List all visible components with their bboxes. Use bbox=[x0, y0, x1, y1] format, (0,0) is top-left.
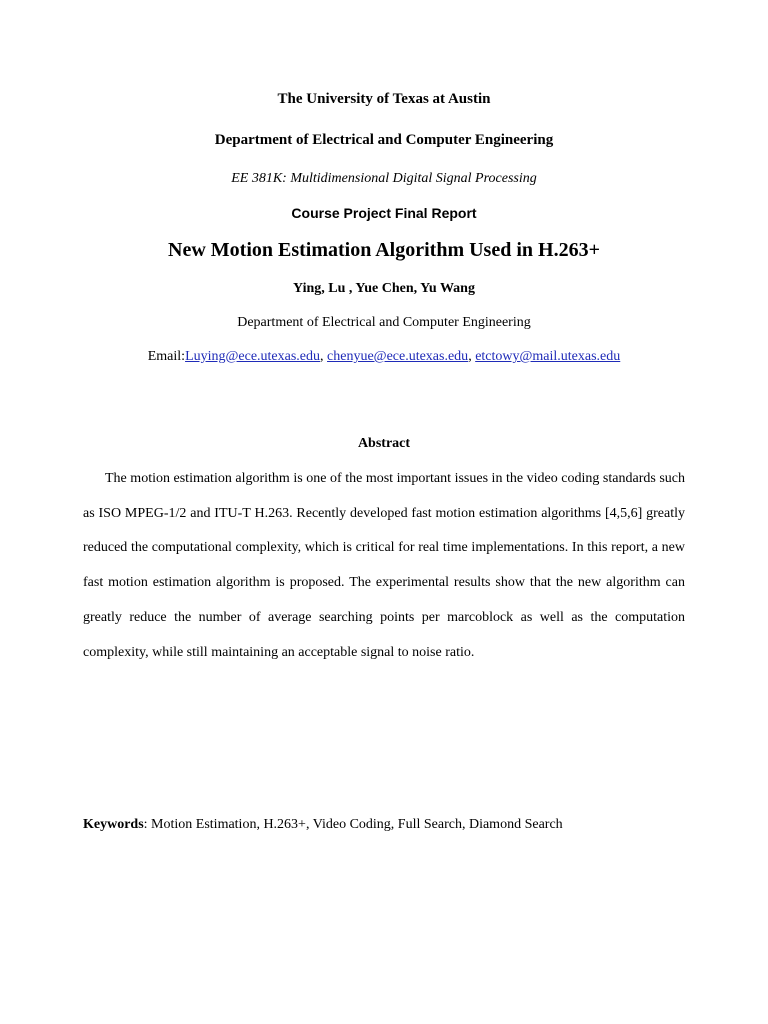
report-type: Course Project Final Report bbox=[291, 205, 477, 221]
keywords-text: : Motion Estimation, H.263+, Video Coding, Full Search, Diamond Search bbox=[143, 817, 563, 832]
email-separator: , bbox=[468, 349, 476, 364]
abstract-heading: Abstract bbox=[357, 436, 411, 451]
keywords-line bbox=[83, 817, 563, 833]
abstract-body: The motion estimation algorithm is one of the most important issues in the video coding standards such as ISO MPEG-1/2 and ITU-T H.263. Recently developed fast motion estimation algorithms [4,5,6] greatly reduced the computational complexity, which is critical for real time implementations. In this report, a new fast motion estimation algorithm is proposed. The experimental results show that the new algorithm can greatly reduce the number of average searching points per marcoblock as well as the computation complexity, while still maintaining an acceptable signal to noise ratio. bbox=[83, 471, 685, 660]
author-list: Ying, Lu , Yue Chen, Yu Wang bbox=[293, 281, 475, 296]
department-heading: Department of Electrical and Computer Engineering bbox=[214, 132, 554, 148]
email-line bbox=[0, 349, 768, 365]
email-link-etctowy[interactable]: etctowy@mail.utexas.edu bbox=[475, 349, 621, 364]
paper-title: New Motion Estimation Algorithm Used in H.263+ bbox=[168, 239, 600, 261]
keywords-label: Keywords bbox=[83, 817, 144, 832]
email-label: Email: bbox=[147, 349, 186, 364]
email-separator: , bbox=[320, 349, 328, 364]
course-name: EE 381K: Multidimensional Digital Signal Processing bbox=[231, 171, 537, 186]
author-affiliation: Department of Electrical and Computer Engineering bbox=[237, 315, 531, 330]
university-name: The University of Texas at Austin bbox=[277, 91, 491, 107]
email-link-chenyue[interactable]: chenyue@ece.utexas.edu bbox=[327, 349, 469, 364]
email-link-luying[interactable]: Luying@ece.utexas.edu bbox=[185, 349, 321, 364]
